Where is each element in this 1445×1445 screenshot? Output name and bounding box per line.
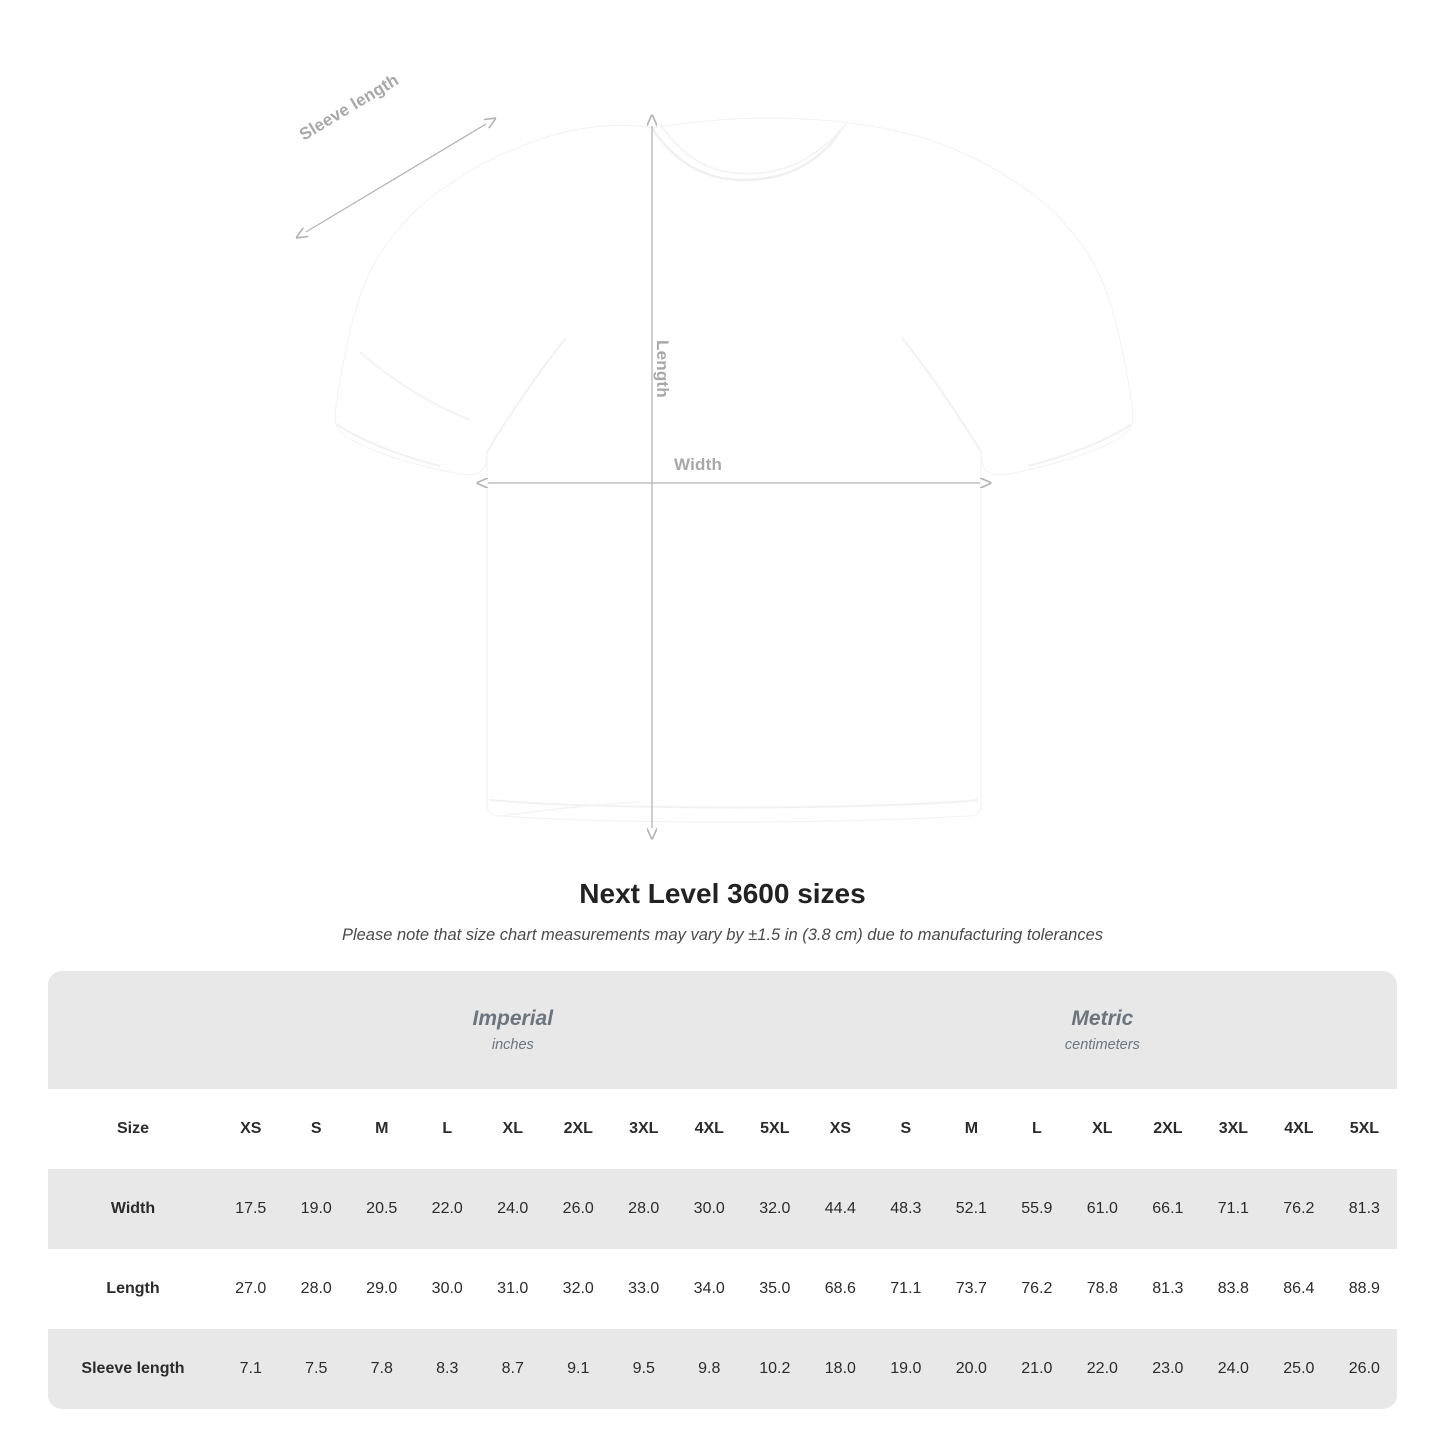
width-metric-xl: 61.0 bbox=[1070, 1169, 1136, 1249]
page-title: Next Level 3600 sizes bbox=[579, 878, 866, 909]
length-imperial-4xl: 34.0 bbox=[677, 1249, 743, 1329]
sleeve-imperial-2xl: 9.1 bbox=[546, 1329, 612, 1409]
width-imperial-l: 22.0 bbox=[415, 1169, 481, 1249]
width-imperial-4xl: 30.0 bbox=[677, 1169, 743, 1249]
sleeve-imperial-s: 7.5 bbox=[284, 1329, 350, 1409]
width-imperial-xl: 24.0 bbox=[480, 1169, 546, 1249]
width-metric-5xl: 81.3 bbox=[1332, 1169, 1397, 1249]
sleeve-metric-2xl: 23.0 bbox=[1135, 1329, 1201, 1409]
row-label-sleeve-length: Sleeve length bbox=[48, 1329, 218, 1409]
sleeve-imperial-5xl: 10.2 bbox=[742, 1329, 808, 1409]
length-imperial-m: 29.0 bbox=[349, 1249, 415, 1329]
size-header-metric-2xl: 2XL bbox=[1135, 1089, 1201, 1169]
width-metric-2xl: 66.1 bbox=[1135, 1169, 1201, 1249]
row-label-width: Width bbox=[48, 1169, 218, 1249]
width-imperial-xs: 17.5 bbox=[218, 1169, 284, 1249]
unit-header-spacer bbox=[48, 971, 218, 1089]
unit-group-metric bbox=[808, 971, 1397, 1089]
sleeve-metric-xs: 18.0 bbox=[808, 1329, 874, 1409]
length-metric-2xl: 81.3 bbox=[1135, 1249, 1201, 1329]
length-metric-4xl: 86.4 bbox=[1266, 1249, 1332, 1329]
length-imperial-l: 30.0 bbox=[415, 1249, 481, 1329]
length-metric-xl: 78.8 bbox=[1070, 1249, 1136, 1329]
width-imperial-5xl: 32.0 bbox=[742, 1169, 808, 1249]
length-metric-3xl: 83.8 bbox=[1201, 1249, 1267, 1329]
size-header-metric-3xl: 3XL bbox=[1201, 1089, 1267, 1169]
sleeve-imperial-3xl: 9.5 bbox=[611, 1329, 677, 1409]
size-chart-table bbox=[48, 971, 1397, 1409]
length-imperial-3xl: 33.0 bbox=[611, 1249, 677, 1329]
length-imperial-s: 28.0 bbox=[284, 1249, 350, 1329]
unit-header-row bbox=[48, 971, 1397, 1089]
sleeve-metric-l: 21.0 bbox=[1004, 1329, 1070, 1409]
sleeve-metric-s: 19.0 bbox=[873, 1329, 939, 1409]
size-header-imperial-2xl: 2XL bbox=[546, 1089, 612, 1169]
size-header-imperial-xl: XL bbox=[480, 1089, 546, 1169]
width-imperial-3xl: 28.0 bbox=[611, 1169, 677, 1249]
width-label: Width bbox=[674, 455, 723, 474]
sleeve-metric-xl: 22.0 bbox=[1070, 1329, 1136, 1409]
sleeve-imperial-l: 8.3 bbox=[415, 1329, 481, 1409]
width-metric-m: 52.1 bbox=[939, 1169, 1005, 1249]
length-label: Length bbox=[653, 340, 672, 398]
unit-system-imperial: Imperial bbox=[472, 1006, 554, 1030]
unit-sub-imperial: inches bbox=[491, 1037, 534, 1054]
size-header-imperial-m: M bbox=[349, 1089, 415, 1169]
length-imperial-5xl: 35.0 bbox=[742, 1249, 808, 1329]
sleeve-metric-4xl: 25.0 bbox=[1266, 1329, 1332, 1409]
sleeve-metric-5xl: 26.0 bbox=[1332, 1329, 1397, 1409]
size-header-imperial-3xl: 3XL bbox=[611, 1089, 677, 1169]
length-imperial-2xl: 32.0 bbox=[546, 1249, 612, 1329]
sleeve-imperial-m: 7.8 bbox=[349, 1329, 415, 1409]
shirt-shape bbox=[335, 118, 1133, 822]
unit-system-metric: Metric bbox=[1071, 1006, 1134, 1030]
unit-sub-metric: centimeters bbox=[1064, 1037, 1140, 1054]
size-header-imperial-5xl: 5XL bbox=[742, 1089, 808, 1169]
size-chart-table-wrapper bbox=[48, 971, 1397, 1409]
size-header-metric-m: M bbox=[939, 1089, 1005, 1169]
table-row bbox=[48, 1329, 1397, 1409]
width-imperial-m: 20.5 bbox=[349, 1169, 415, 1249]
size-header-imperial-l: L bbox=[415, 1089, 481, 1169]
width-metric-l: 55.9 bbox=[1004, 1169, 1070, 1249]
size-header-metric-xs: XS bbox=[808, 1089, 874, 1169]
size-header-imperial-s: S bbox=[284, 1089, 350, 1169]
sleeve-metric-m: 20.0 bbox=[939, 1329, 1005, 1409]
size-header-metric-4xl: 4XL bbox=[1266, 1089, 1332, 1169]
length-imperial-xl: 31.0 bbox=[480, 1249, 546, 1329]
row-label-length: Length bbox=[48, 1249, 218, 1329]
sleeve-imperial-xl: 8.7 bbox=[480, 1329, 546, 1409]
sleeve-length-label: Sleeve length bbox=[296, 70, 402, 145]
length-metric-xs: 68.6 bbox=[808, 1249, 874, 1329]
size-header-metric-s: S bbox=[873, 1089, 939, 1169]
tolerance-note: Please note that size chart measurements may vary by ±1.5 in (3.8 cm) due to manufacturing tolerances bbox=[341, 926, 1104, 944]
width-metric-4xl: 76.2 bbox=[1266, 1169, 1332, 1249]
sleeve-imperial-xs: 7.1 bbox=[218, 1329, 284, 1409]
table-row bbox=[48, 1169, 1397, 1249]
width-imperial-2xl: 26.0 bbox=[546, 1169, 612, 1249]
width-imperial-s: 19.0 bbox=[284, 1169, 350, 1249]
length-metric-l: 76.2 bbox=[1004, 1249, 1070, 1329]
width-metric-3xl: 71.1 bbox=[1201, 1169, 1267, 1249]
size-header-metric-l: L bbox=[1004, 1089, 1070, 1169]
sleeve-imperial-4xl: 9.8 bbox=[677, 1329, 743, 1409]
length-metric-5xl: 88.9 bbox=[1332, 1249, 1397, 1329]
size-header-imperial-4xl: 4XL bbox=[677, 1089, 743, 1169]
unit-group-imperial bbox=[218, 971, 808, 1089]
size-header-metric-xl: XL bbox=[1070, 1089, 1136, 1169]
size-header-imperial-xs: XS bbox=[218, 1089, 284, 1169]
size-header-label: Size bbox=[48, 1089, 218, 1169]
length-imperial-xs: 27.0 bbox=[218, 1249, 284, 1329]
sleeve-metric-3xl: 24.0 bbox=[1201, 1329, 1267, 1409]
title-block bbox=[0, 878, 1445, 945]
length-metric-s: 71.1 bbox=[873, 1249, 939, 1329]
size-header-metric-5xl: 5XL bbox=[1332, 1089, 1397, 1169]
width-metric-s: 48.3 bbox=[873, 1169, 939, 1249]
length-metric-m: 73.7 bbox=[939, 1249, 1005, 1329]
table-row bbox=[48, 1249, 1397, 1329]
width-metric-xs: 44.4 bbox=[808, 1169, 874, 1249]
size-header-row bbox=[48, 1089, 1397, 1169]
